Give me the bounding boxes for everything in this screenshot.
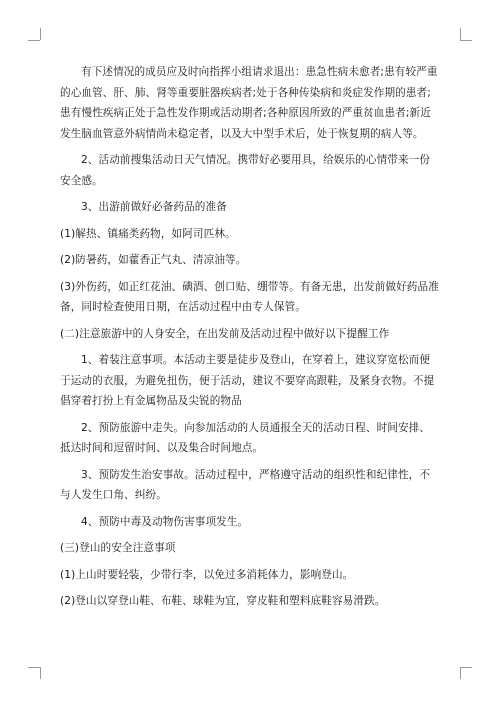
crop-mark-top-right-v <box>460 28 461 40</box>
paragraph-block <box>60 418 440 459</box>
paragraph: 3、预防发生治安事故。活动过程中，严格遵守活动的组织性和纪律性，不与人发生口角、纠纷。 <box>60 468 431 501</box>
paragraph-block <box>60 150 440 191</box>
paragraph-block <box>60 465 440 506</box>
paragraph: 1、着装注意事项。本活动主要是徒步及登山，在穿着上，建议穿宽松而便于运动的衣服，为避免扭伤，便于活动，建议不要穿高跟鞋，及紧身衣物。不提倡穿着打扮上有金属物品及尖锐的物品 <box>60 354 435 407</box>
paragraph: (2)登山以穿登山鞋、布鞋、球鞋为宜，穿皮鞋和塑料底鞋容易滑跌。 <box>60 595 386 607</box>
paragraph-block <box>60 277 440 318</box>
paragraph: 4、预防中毒及动物伤害事项发生。 <box>81 515 249 528</box>
paragraph-block <box>60 350 440 412</box>
crop-mark-bottom-left-v <box>40 667 41 679</box>
paragraph-block <box>60 512 440 533</box>
crop-mark-top-left-h <box>28 40 40 41</box>
paragraph: 2、活动前搜集活动日天气情况。携带好必要用具，给娱乐的心情带来一份安全感。 <box>60 154 431 187</box>
paragraph: (2)防暑药，如藿香正气丸、清凉油等。 <box>60 254 247 266</box>
paragraph-block <box>60 538 440 559</box>
paragraph-block <box>60 324 440 345</box>
crop-mark-bottom-left-h <box>28 667 40 668</box>
crop-mark-bottom-right-h <box>460 667 472 668</box>
crop-mark-top-right-h <box>460 40 472 41</box>
paragraph: 3、出游前做好必备药品的准备 <box>81 201 227 213</box>
paragraph-block <box>60 62 440 144</box>
crop-mark-top-left-v <box>40 28 41 40</box>
paragraph-block <box>60 197 440 218</box>
section-heading: (三)登山的安全注意事项 <box>60 542 176 554</box>
paragraph: 2、预防旅游中走失。向参加活动的人员通报全天的活动日程、时间安排、抵达时间和逗留时间、以及集合时间地点。 <box>60 421 431 454</box>
paragraph-block <box>60 565 440 586</box>
paragraph: (3)外伤药，如正红花油、碘酒、创口贴、绷带等。有备无患，出发前做好药品准备，同时检查使用日期，在活动过程中由专人保管。 <box>60 280 439 313</box>
paragraph: 有下述情况的成员应及时向指挥小组请求退出：患急性病未愈者;患有较严重的心血管、肝、肺、肾等重要脏器疾病者;处于各种传染病和炎症发作期的患者;患有慢性疾病正处于急性发作期或活动期者;各种原因所致的严重贫血患者;新近发生脑血管意外病情尚未稳定者，以及大中型手术后，处于恢复期的病人等。 <box>60 66 438 140</box>
paragraph-block <box>60 250 440 271</box>
paragraph: (1)上山时要轻装，少带行李，以免过多消耗体力，影响登山。 <box>60 568 354 581</box>
paragraph-block <box>60 224 440 245</box>
document-body <box>60 62 440 618</box>
section-heading: (二)注意旅游中的人身安全，在出发前及活动过程中做好以下提醒工作 <box>60 327 390 340</box>
paragraph: (1)解热、镇痛类药物，如阿司匹林。 <box>60 227 236 240</box>
paragraph-block <box>60 591 440 612</box>
crop-mark-bottom-right-v <box>460 667 461 679</box>
